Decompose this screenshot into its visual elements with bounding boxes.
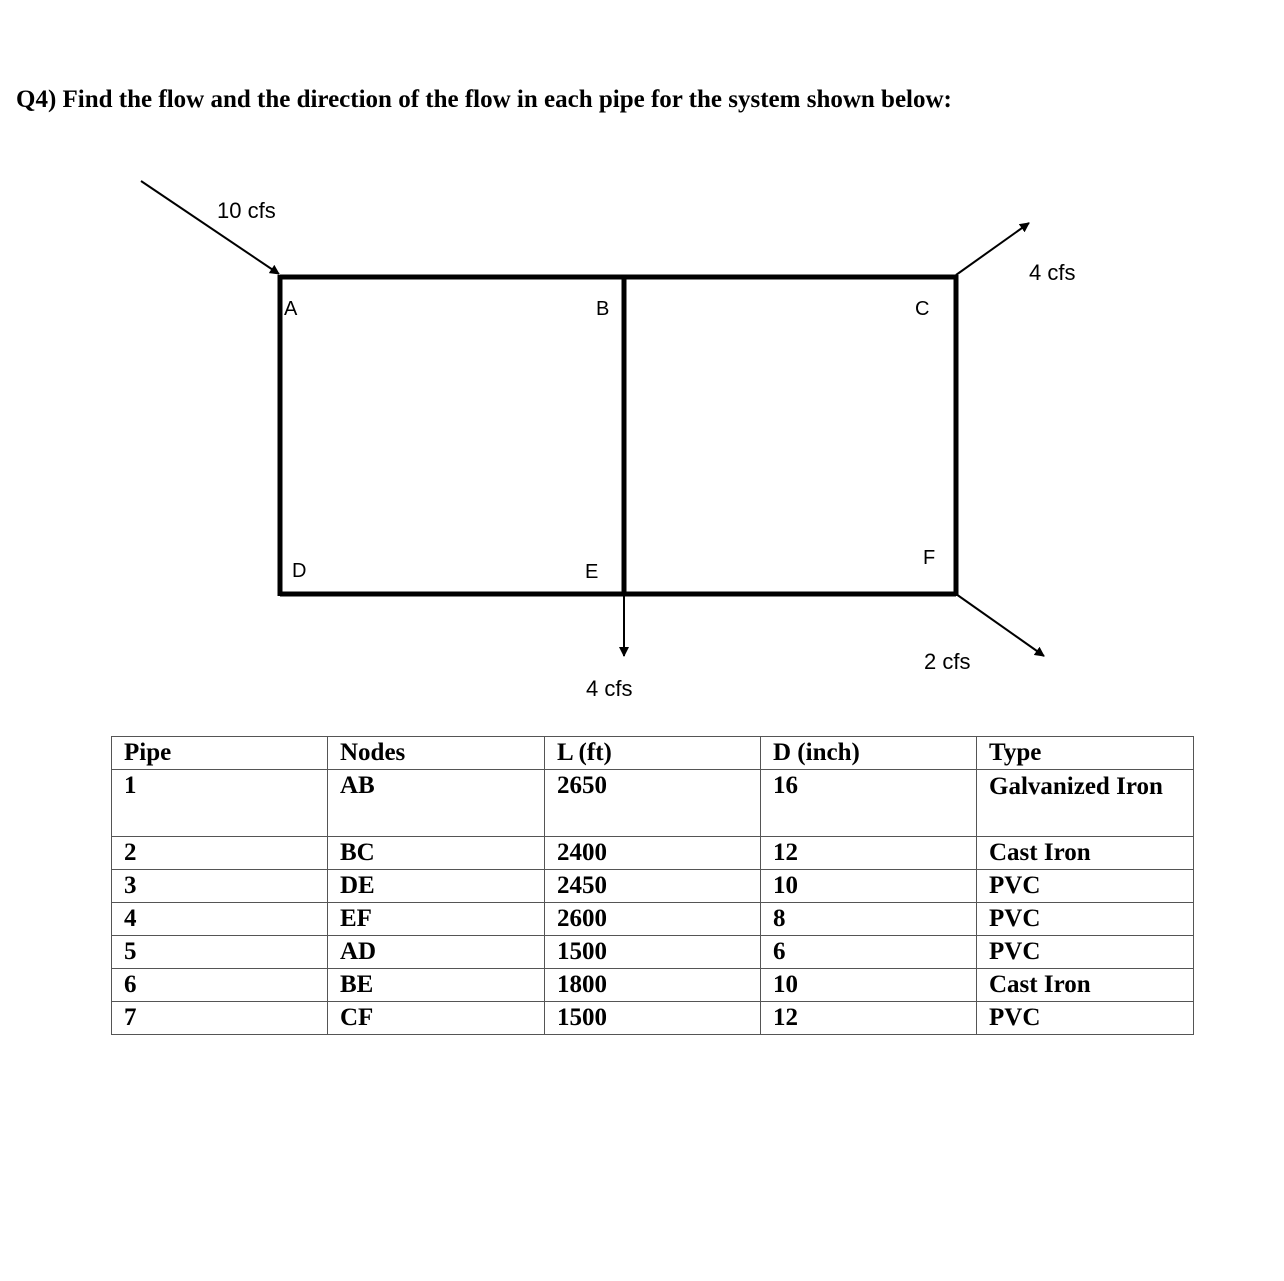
- table-row: [112, 936, 1194, 969]
- cell-type: PVC: [977, 903, 1194, 936]
- outflow-label-c: 4 cfs: [1029, 260, 1076, 285]
- outflow-label-e: 4 cfs: [586, 676, 633, 701]
- node-label-f: F: [923, 547, 936, 569]
- table-row: [112, 1002, 1194, 1035]
- cell-type: Cast Iron: [977, 837, 1194, 870]
- cell-length: 1500: [545, 936, 761, 969]
- cell-pipe: 4: [112, 903, 328, 936]
- cell-nodes: EF: [328, 903, 545, 936]
- node-label-e: E: [585, 561, 599, 583]
- table-row: [112, 770, 1194, 837]
- cell-nodes: BE: [328, 969, 545, 1002]
- cell-diameter: 12: [761, 1002, 977, 1035]
- table-row: [112, 903, 1194, 936]
- outflow-label-f: 2 cfs: [924, 649, 971, 674]
- cell-diameter: 6: [761, 936, 977, 969]
- cell-length: 2650: [545, 770, 761, 837]
- cell-nodes: DE: [328, 870, 545, 903]
- cell-type: PVC: [977, 936, 1194, 969]
- cell-type: Cast Iron: [977, 969, 1194, 1002]
- inflow-label-a: 10 cfs: [217, 198, 276, 223]
- cell-nodes: AB: [328, 770, 545, 837]
- cell-nodes: AD: [328, 936, 545, 969]
- cell-diameter: 10: [761, 969, 977, 1002]
- header-pipe: Pipe: [112, 737, 328, 770]
- header-nodes: Nodes: [328, 737, 545, 770]
- cell-diameter: 8: [761, 903, 977, 936]
- inflow-arrow-a: [141, 181, 279, 274]
- table-header-row: [112, 737, 1194, 770]
- cell-pipe: 6: [112, 969, 328, 1002]
- cell-type: PVC: [977, 1002, 1194, 1035]
- outflow-arrow-f: [956, 594, 1044, 656]
- header-length: L (ft): [545, 737, 761, 770]
- cell-diameter: 12: [761, 837, 977, 870]
- cell-nodes: BC: [328, 837, 545, 870]
- table-row: [112, 969, 1194, 1002]
- cell-pipe: 3: [112, 870, 328, 903]
- question-title: Q4) Find the flow and the direction of the flow in each pipe for the system shown below:: [16, 86, 952, 113]
- cell-diameter: 10: [761, 870, 977, 903]
- cell-length: 1800: [545, 969, 761, 1002]
- table-row: [112, 837, 1194, 870]
- cell-length: 2450: [545, 870, 761, 903]
- cell-diameter: 16: [761, 770, 977, 837]
- node-label-b: B: [596, 298, 610, 320]
- cell-pipe: 1: [112, 770, 328, 837]
- outflow-arrow-c: [956, 223, 1029, 275]
- cell-type: Galvanized Iron: [977, 770, 1194, 837]
- table-row: [112, 870, 1194, 903]
- node-label-d: D: [292, 560, 307, 582]
- header-type: Type: [977, 737, 1194, 770]
- cell-length: 2400: [545, 837, 761, 870]
- node-label-a: A: [284, 298, 298, 320]
- pipe-data-table: [111, 736, 1194, 1035]
- cell-length: 2600: [545, 903, 761, 936]
- node-label-c: C: [915, 298, 930, 320]
- cell-length: 1500: [545, 1002, 761, 1035]
- cell-type: PVC: [977, 870, 1194, 903]
- cell-nodes: CF: [328, 1002, 545, 1035]
- cell-pipe: 7: [112, 1002, 328, 1035]
- cell-pipe: 2: [112, 837, 328, 870]
- header-diameter: D (inch): [761, 737, 977, 770]
- cell-pipe: 5: [112, 936, 328, 969]
